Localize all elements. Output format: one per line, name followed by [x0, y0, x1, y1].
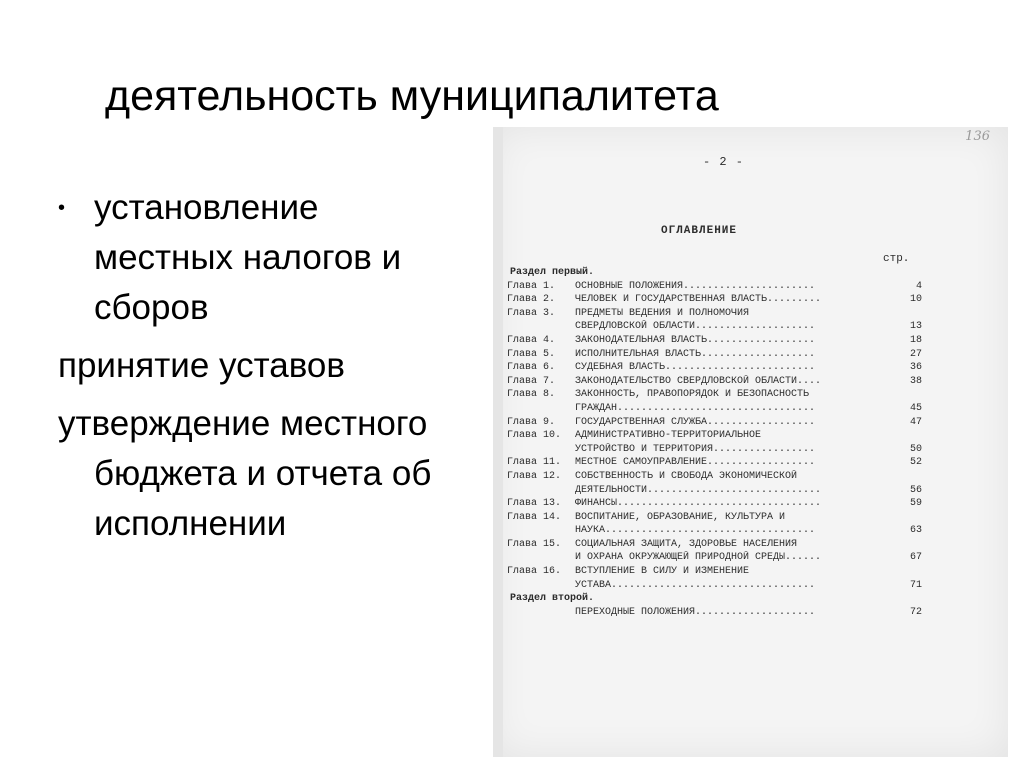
toc-entry-title: СОЦИАЛЬНАЯ ЗАЩИТА, ЗДОРОВЬЕ НАСЕЛЕНИЯ	[575, 538, 798, 550]
bullet-item	[58, 183, 498, 333]
toc-section-label: Раздел второй.	[510, 593, 595, 605]
toc-chapter-label: Глава 12.	[507, 470, 562, 482]
toc-page-number	[896, 538, 922, 552]
toc-entry	[507, 606, 922, 620]
toc-entry-title: ГОСУДАРСТВЕННАЯ СЛУЖБА..................	[575, 416, 816, 428]
toc-entry-title: СОБСТВЕННОСТЬ И СВОБОДА ЭКОНОМИЧЕСКОЙ	[575, 470, 798, 482]
paragraph-budget: утверждение местного бюджета и отчета об исполнении	[58, 404, 432, 543]
toc-page-number	[896, 307, 922, 321]
toc-entry-title: ВОСПИТАНИЕ, ОБРАЗОВАНИЕ, КУЛЬТУРА И	[575, 511, 786, 523]
toc-page-column-label: стр.	[883, 253, 910, 265]
toc-chapter-label: Глава 3.	[507, 307, 556, 319]
toc-page-number: 71	[909, 579, 922, 591]
toc-entry	[507, 416, 922, 430]
toc-entry-title: ДЕЯТЕЛЬНОСТИ.............................	[575, 484, 822, 496]
toc-chapter-label	[507, 551, 575, 565]
toc-entry	[507, 375, 922, 389]
toc-section-heading	[507, 266, 922, 280]
toc-chapter-label: Глава 15.	[507, 538, 562, 550]
toc-page-number: 45	[909, 402, 922, 414]
toc-chapter-label: Глава 4.	[507, 334, 556, 346]
toc-page-number	[896, 511, 922, 525]
toc-entry-title: ПЕРЕХОДНЫЕ ПОЛОЖЕНИЯ....................	[575, 606, 816, 618]
toc-entry-title: СУДЕБНАЯ ВЛАСТЬ.........................	[575, 362, 816, 374]
toc-entry	[507, 443, 922, 457]
archive-stamp: 136	[965, 129, 990, 144]
toc-chapter-label	[507, 606, 575, 620]
bullet-item-text: установление местных налогов и сборов	[94, 188, 402, 327]
toc-entry	[507, 293, 922, 307]
toc-entry	[507, 320, 922, 334]
toc-entry-title: ГРАЖДАН.................................	[575, 402, 816, 414]
toc-entry-title: ЧЕЛОВЕК И ГОСУДАРСТВЕННАЯ ВЛАСТЬ.........	[575, 294, 822, 306]
toc-page-number: 52	[909, 457, 922, 469]
toc-entry-title: ВСТУПЛЕНИЕ В СИЛУ И ИЗМЕНЕНИЕ	[575, 566, 750, 578]
toc-entry-title: ИСПОЛНИТЕЛЬНАЯ ВЛАСТЬ...................	[575, 348, 816, 360]
bullet-icon: •	[58, 197, 66, 219]
toc-chapter-label	[507, 484, 575, 498]
toc-entry-title: НАУКА...................................	[575, 525, 816, 537]
page-edge-shadow	[493, 127, 503, 757]
toc-page-number: 47	[909, 416, 922, 428]
toc-entry	[507, 524, 922, 538]
toc-chapter-label	[507, 443, 575, 457]
toc-chapter-label: Глава 9.	[507, 416, 556, 428]
toc-entry	[507, 307, 922, 321]
paragraph-charters: принятие уставов	[58, 346, 345, 385]
toc-chapter-label	[507, 402, 575, 416]
toc-chapter-label	[507, 579, 575, 593]
toc-page-number: 18	[909, 334, 922, 346]
toc-chapter-label: Глава 2.	[507, 294, 556, 306]
toc-entry-title: ПРЕДМЕТЫ ВЕДЕНИЯ И ПОЛНОМОЧИЯ	[575, 307, 750, 319]
toc-chapter-label: Глава 14.	[507, 511, 562, 523]
toc-page-number: 4	[915, 280, 922, 292]
toc-page-number: 63	[909, 525, 922, 537]
toc-entry-title: ЗАКОНОДАТЕЛЬСТВО СВЕРДЛОВСКОЙ ОБЛАСТИ....	[575, 375, 822, 387]
toc-chapter-label: Глава 8.	[507, 389, 556, 401]
toc-entry-title: АДМИНИСТРАТИВНО-ТЕРРИТОРИАЛЬНОЕ	[575, 430, 762, 442]
toc-entry-title: УСТАВА..................................	[575, 579, 816, 591]
toc-page-number: 10	[909, 294, 922, 306]
table-of-contents	[507, 266, 922, 619]
toc-entry	[507, 551, 922, 565]
slide-title: деятельность муниципалитета	[105, 72, 719, 120]
toc-entry-title: И ОХРАНА ОКРУЖАЮЩЕЙ ПРИРОДНОЙ СРЕДЫ......	[575, 552, 822, 564]
toc-entry-title: МЕСТНОЕ САМОУПРАВЛЕНИЕ..................	[575, 457, 816, 469]
toc-entry	[507, 497, 922, 511]
toc-page-number	[896, 565, 922, 579]
toc-chapter-label	[507, 524, 575, 538]
toc-page-number: 56	[909, 484, 922, 496]
toc-entry	[507, 538, 922, 552]
toc-page-number: 27	[909, 348, 922, 360]
toc-chapter-label: Глава 6.	[507, 362, 556, 374]
toc-entry-title: ФИНАНСЫ..................................	[575, 498, 822, 510]
toc-entry	[507, 402, 922, 416]
toc-chapter-label: Глава 1.	[507, 280, 556, 292]
toc-page-number: 50	[909, 443, 922, 455]
toc-chapter-label: Глава 5.	[507, 348, 556, 360]
toc-page-number: 67	[909, 552, 922, 564]
toc-page-number	[896, 470, 922, 484]
toc-page-number: 59	[909, 498, 922, 510]
toc-page-number	[896, 429, 922, 443]
toc-page-number: 36	[909, 362, 922, 374]
toc-section-heading	[507, 592, 922, 606]
toc-title: ОГЛАВЛЕНИЕ	[661, 225, 738, 237]
toc-page-number: 13	[909, 321, 922, 333]
toc-entry-title: ОСНОВНЫЕ ПОЛОЖЕНИЯ......................	[575, 280, 816, 292]
toc-entry-title: ЗАКОНОДАТЕЛЬНАЯ ВЛАСТЬ..................	[575, 334, 816, 346]
toc-entry	[507, 456, 922, 470]
toc-entry	[507, 429, 922, 443]
toc-entry	[507, 484, 922, 498]
scanned-document-image	[493, 127, 1008, 757]
slide-body	[58, 183, 498, 549]
toc-entry-title: СВЕРДЛОВСКОЙ ОБЛАСТИ....................	[575, 321, 816, 333]
toc-entry-title: ЗАКОННОСТЬ, ПРАВОПОРЯДОК И БЕЗОПАСНОСТЬ	[575, 389, 810, 401]
toc-section-label: Раздел первый.	[510, 267, 595, 278]
toc-entry	[507, 470, 922, 484]
toc-entry	[507, 511, 922, 525]
toc-chapter-label: Глава 16.	[507, 566, 562, 578]
toc-page-number: 38	[909, 375, 922, 387]
toc-entry	[507, 388, 922, 402]
toc-entry-title: УСТРОЙСТВО И ТЕРРИТОРИЯ.................	[575, 443, 816, 455]
toc-chapter-label: Глава 10.	[507, 430, 562, 442]
toc-entry	[507, 579, 922, 593]
toc-chapter-label: Глава 13.	[507, 498, 562, 510]
toc-chapter-label: Глава 7.	[507, 375, 556, 387]
toc-entry	[507, 565, 922, 579]
toc-page-number	[896, 388, 922, 402]
toc-entry	[507, 334, 922, 348]
toc-entry	[507, 348, 922, 362]
toc-page-number: 72	[909, 606, 922, 618]
document-page-number: - 2 -	[703, 155, 745, 169]
toc-chapter-label: Глава 11.	[507, 457, 562, 469]
toc-entry	[507, 361, 922, 375]
toc-entry	[507, 280, 922, 294]
toc-chapter-label	[507, 320, 575, 334]
